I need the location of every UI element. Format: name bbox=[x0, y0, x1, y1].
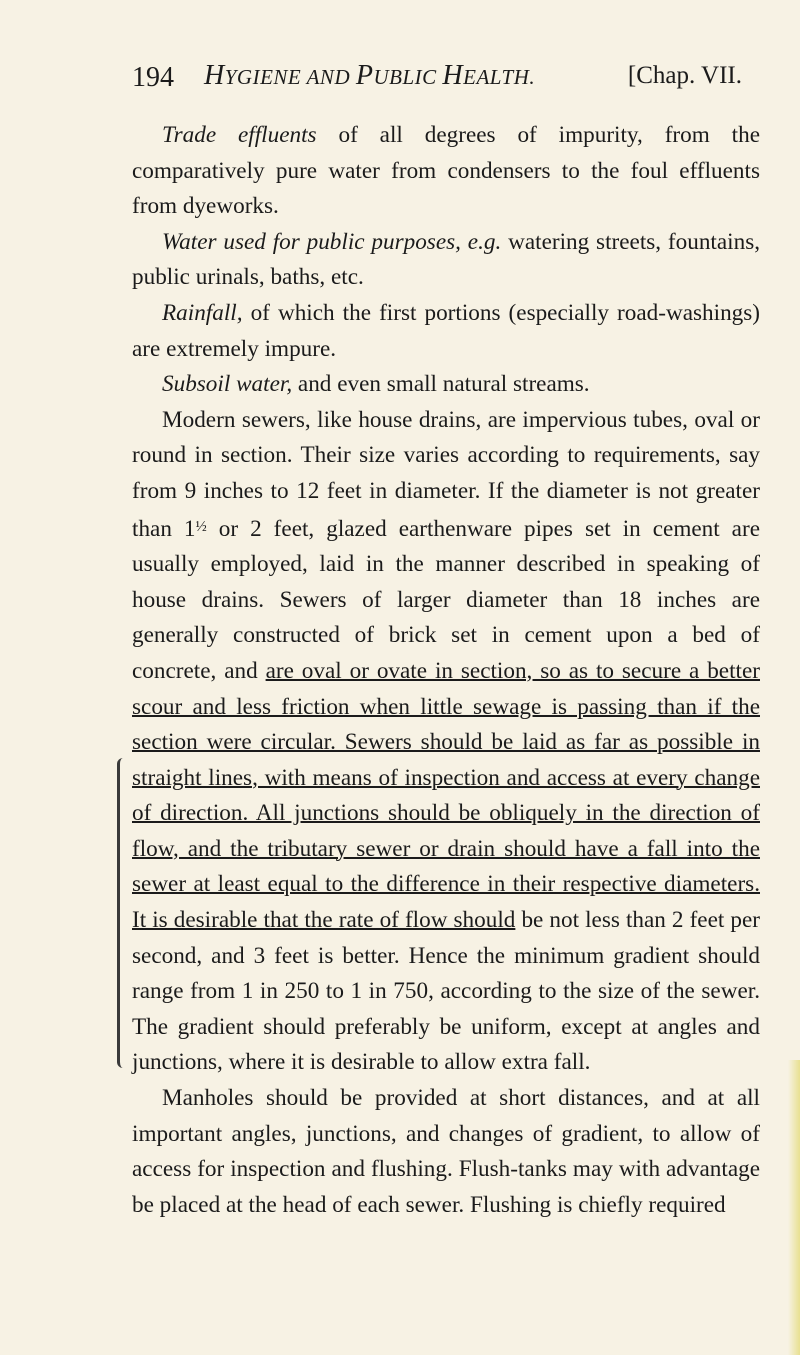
chapter-label: [Chap. VII. bbox=[627, 62, 742, 89]
term-public-water: Water used for public purposes, bbox=[162, 228, 461, 255]
running-title: HYGIENE AND PUBLIC HEALTH. bbox=[204, 60, 536, 91]
page-number: 194 bbox=[132, 62, 174, 93]
term-trade-effluents: Trade effluents bbox=[162, 122, 317, 148]
page-edge-stain bbox=[788, 1060, 800, 1355]
term-rainfall: Rainfall, bbox=[162, 299, 243, 326]
paragraph-manholes: Manholes should be provided at short distances, and at all important angles, junctions, and changes of gradient, to allow of access for inspection and flushing. Flush-tanks may with advantage be placed at the head of each sewer. Flushing is chiefly required bbox=[132, 1085, 760, 1218]
paragraph-trade-effluents: Trade effluents of all degrees of impurity, from the comparatively pure water from condensers to the foul effluents from dyeworks. bbox=[132, 122, 760, 220]
term-subsoil-water: Subsoil water, bbox=[162, 371, 293, 398]
underlined-passage: are oval or ovate in section, so as to secure a better scour and less friction when little sewage is passing than if the section were circular. Sewers should be laid as far as possible in straight lines, with means of inspection and access at every change of direction. All junctions should be obliquely in the direction of flow, and the tributary sewer or drain should have a fall into the sewer at least equal to the difference in their respective diameters. It is desirable that the rate of flow should bbox=[132, 657, 760, 934]
paragraph-subsoil-water: Subsoil water, and even small natural streams. bbox=[162, 371, 590, 398]
page-header bbox=[132, 58, 742, 98]
paragraph-modern-sewers: Modern sewers, like house drains, are impervious tubes, oval or round in section. Their size varies according to requirements, say from 9 inches to 12 feet in diameter. If the diameter is not greater than $1^{\frac{1}{2}}$ or 2 feet, glazed earthenware pipes set in cement are usually employed, laid in the manner described in speaking of house drains. Sewers of larger diameter than 18 inches are generally constructed of brick set in cement upon a bed of concrete, and are oval or ovate in section, so as to secure a better scour and less friction when little sewage is passing than if the section were circular. Sewers should be laid as far as possible in straight lines, with means of inspection and access at every change of direction. All junctions should be obliquely in the direction of flow, and the tributary sewer or drain should have a fall into the sewer at least equal to the difference in their respective diameters. It is desirable that the rate of flow should be not less than 2 feet per second, and 3 feet is better. Hence the minimum gradient should range from 1 in 250 to 1 in 750, according to the size of the sewer. The gradient should preferably be uniform, except at angles and junctions, where it is desirable to allow extra fall. bbox=[132, 406, 761, 1076]
margin-pencil-mark bbox=[117, 758, 130, 1068]
paragraph-public-water: Water used for public purposes, e.g. watering streets, fountains, public urinals, baths, etc. bbox=[132, 228, 761, 291]
paragraph-rainfall: Rainfall, of which the first portions (especially road-washings) are extremely impure. bbox=[132, 299, 760, 362]
body-text bbox=[132, 118, 760, 1223]
